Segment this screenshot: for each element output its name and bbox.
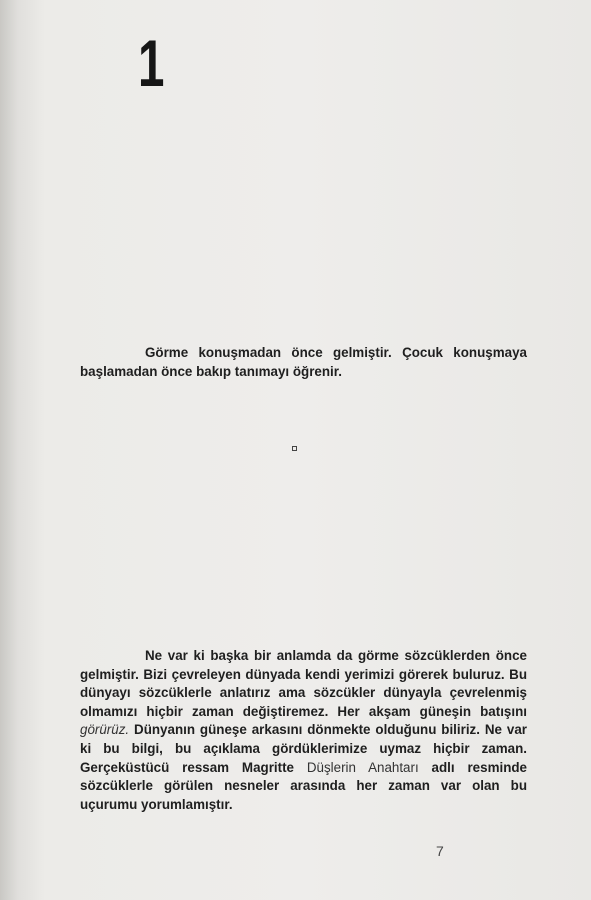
paragraph-2-italic: görürüz. (80, 722, 130, 738)
separator-mark-icon (292, 446, 297, 451)
painting-title: Düşlerin Anahtarı (306, 759, 419, 775)
paragraph-1 (80, 344, 527, 381)
page-number: 7 (436, 843, 444, 859)
paragraph-2-part3: adlı resminde sözcüklerle görülen nesneler arasında her zaman var olan bu uçurumu yorumlamıştır. (80, 759, 528, 812)
chapter-number: 1 (138, 26, 165, 100)
paragraph-2-part2: Dünyanın güneşe arkasını dönmekte olduğunu biliriz. Ne var ki bu bilgi, bu açıklama gördüklerimize uymaz hiçbir zaman. Gerçeküstücü ressam Magritte (80, 722, 527, 775)
paragraph-2 (80, 647, 527, 814)
section-separator (292, 444, 297, 449)
paragraph-2-part1: Ne var ki başka bir anlamda da görme sözcüklerden önce gelmiştir. Bizi çevreleyen dünyada kendi yerimizi görerek buluruz. Bu dünyayı sözcüklerle anlatırız ama sözcükler dünyayla çevrelenmiş olmamızı hiçbir zaman değiştiremez. Her akşam güneşin batışını (80, 648, 527, 719)
paragraph-1-text: Görme konuşmadan önce gelmiştir. Çocuk konuşmaya başlamadan önce bakıp tanımayı öğrenir. (80, 345, 527, 379)
